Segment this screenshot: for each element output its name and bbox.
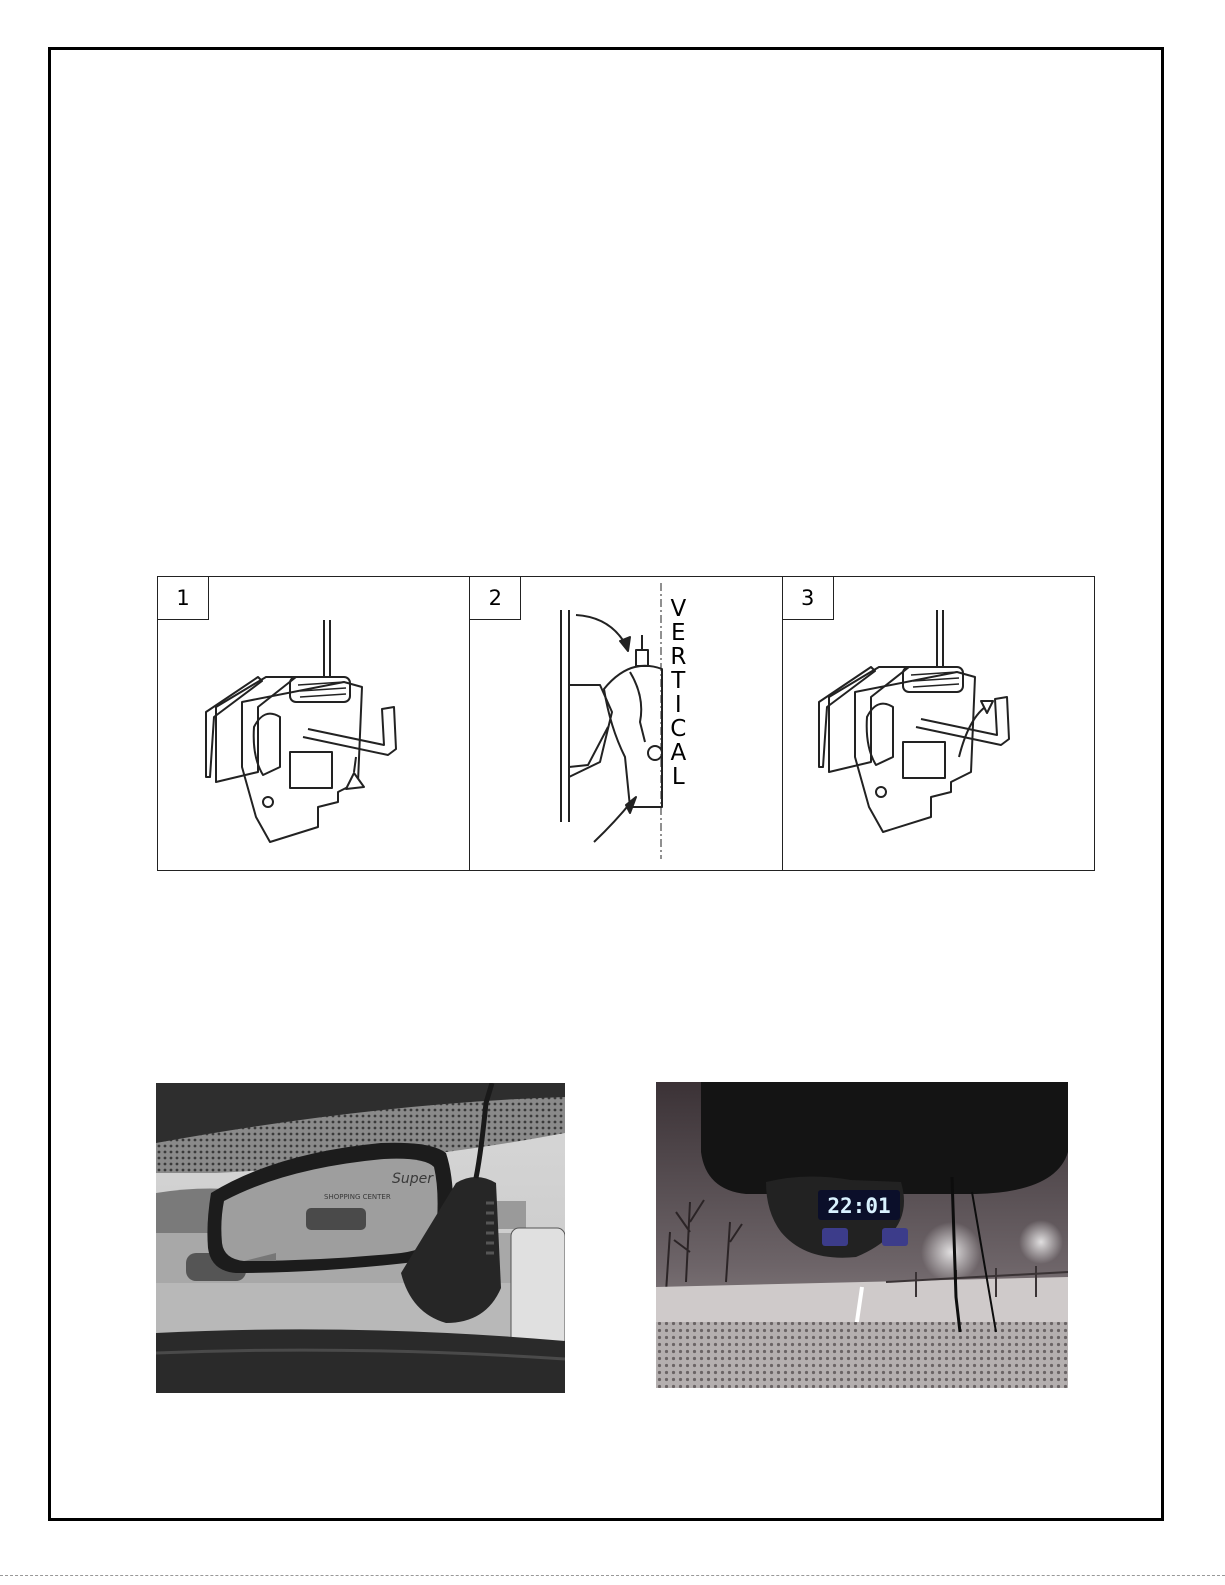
mounting-steps-diagram <box>157 576 1095 871</box>
shopping-center-sign: Super <box>392 1171 434 1187</box>
vertical-letter: L <box>671 764 685 790</box>
step-panel-1 <box>158 577 469 870</box>
vertical-letter: R <box>670 644 687 670</box>
installed-camera-photo-day <box>156 1083 565 1393</box>
page-cut-line <box>0 1575 1225 1576</box>
vertical-letter: E <box>671 620 686 646</box>
step-panel-3 <box>782 577 1094 870</box>
vertical-letter: V <box>670 596 687 622</box>
vertical-label <box>669 597 687 789</box>
vertical-alignment-illustration <box>470 577 782 872</box>
shopping-center-sign-subtitle: SHOPPING CENTER <box>324 1193 391 1201</box>
step-number-3: 3 <box>783 577 834 620</box>
step-panel-2 <box>469 577 781 870</box>
step-number-2: 2 <box>470 577 521 620</box>
step-number-1: 1 <box>158 577 209 620</box>
vertical-letter: A <box>670 740 687 766</box>
vertical-letter: C <box>670 716 687 742</box>
bracket-tighten-illustration <box>158 577 470 872</box>
vertical-letter: I <box>674 692 682 718</box>
installed-camera-photo-night <box>656 1082 1068 1388</box>
vertical-letter: T <box>671 668 686 694</box>
clock-display: 22:01 <box>827 1194 891 1218</box>
bracket-lock-illustration <box>783 577 1095 872</box>
